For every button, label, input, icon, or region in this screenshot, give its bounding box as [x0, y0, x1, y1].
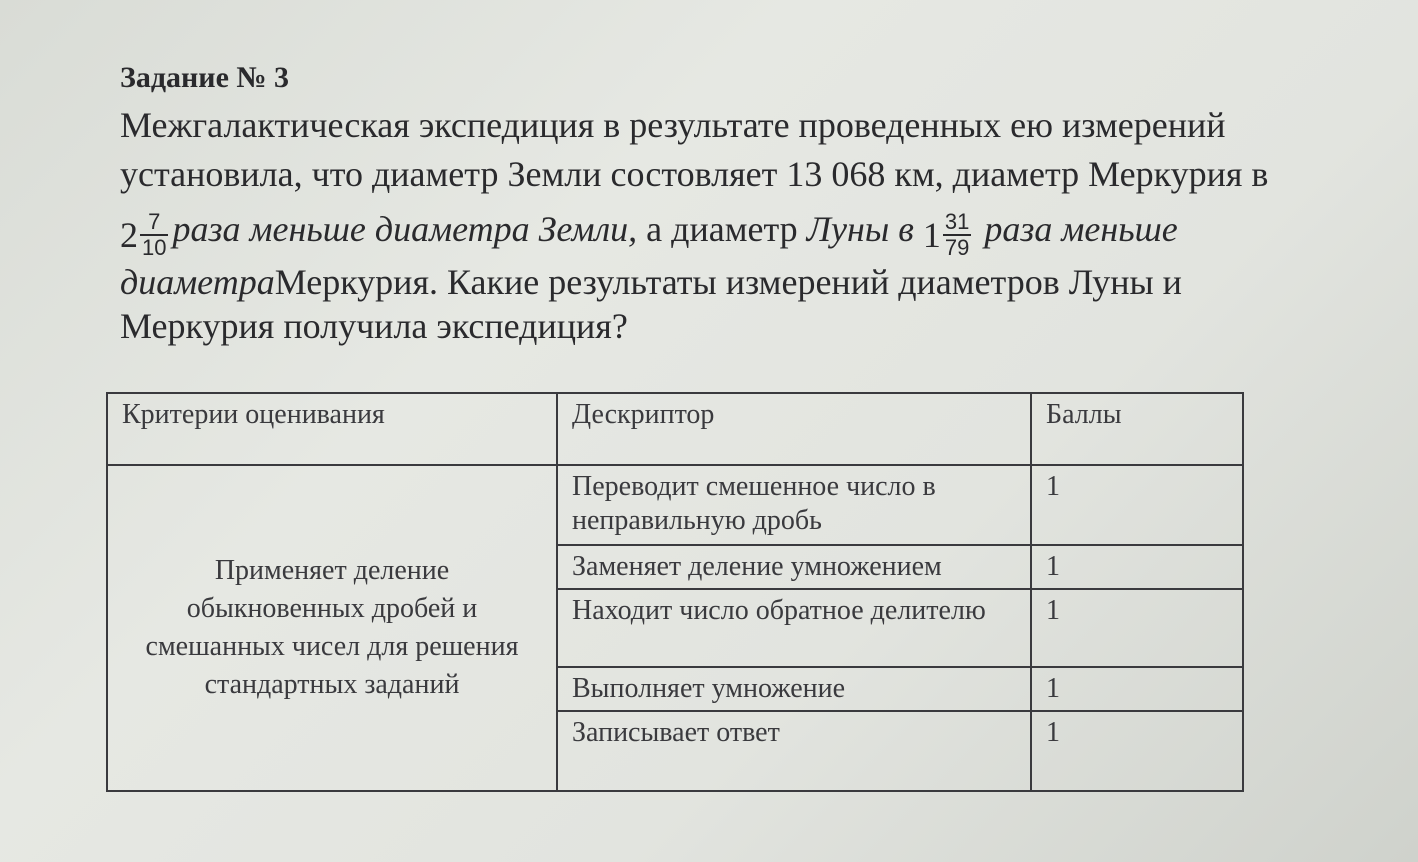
- problem-line-4: [120, 260, 1390, 304]
- mercury-ratio-mixed-number: [120, 200, 172, 266]
- descriptor-cell: Переводит смешенное число в неправильную дробь: [557, 465, 1031, 545]
- problem-line-3-italic-2: Луны в: [806, 209, 914, 249]
- points-cell: 1: [1031, 545, 1243, 589]
- points-cell: 1: [1031, 667, 1243, 711]
- problem-line-5: Меркурия получила экспедиция?: [120, 306, 628, 346]
- descriptor-cell: Находит число обратное делителю: [557, 589, 1031, 667]
- table-header-row: [107, 393, 1243, 465]
- problem-line-3-plain-1: а диаметр: [637, 209, 807, 249]
- descriptor-cell: Выполняет умножение: [557, 667, 1031, 711]
- header-points: Баллы: [1031, 393, 1243, 465]
- mercury-ratio-denominator: 10: [142, 234, 167, 260]
- points-cell: 1: [1031, 465, 1243, 545]
- assessment-criteria-table: [106, 392, 1244, 792]
- problem-line-3-italic-1: раза меньше диаметра Земли,: [172, 209, 638, 249]
- descriptor-cell: Записывает ответ: [557, 711, 1031, 791]
- mercury-ratio-numerator: 7: [140, 210, 168, 236]
- moon-ratio-whole: 1: [922, 214, 941, 255]
- points-cell: 1: [1031, 589, 1243, 667]
- points-cell: 1: [1031, 711, 1243, 791]
- moon-ratio-mixed-number: [923, 200, 975, 266]
- task-title: Задание № 3: [120, 61, 290, 94]
- problem-line-3-italic-3: раза меньше: [984, 209, 1178, 249]
- mercury-ratio-fraction: [140, 210, 168, 260]
- criterion-cell: Применяет деление обыкновенных дробей и смешанных чисел для решения стандартных заданий: [107, 465, 557, 791]
- mercury-ratio-whole: 2: [120, 214, 138, 255]
- problem-line-3: [120, 198, 1390, 260]
- problem-line-1: Межгалактическая экспедиция в результате проведенных ею измерений: [120, 105, 1226, 145]
- problem-line-4-plain: Меркурия. Какие результаты измерений диаметров Луны и: [274, 262, 1182, 302]
- moon-ratio-fraction: [943, 210, 971, 260]
- moon-ratio-numerator: 31: [944, 208, 970, 234]
- problem-line-4-italic: диаметра: [120, 262, 275, 302]
- problem-line-2: установила, что диаметр Земли состовляет 13 068 км, диаметр Меркурия в: [120, 154, 1269, 194]
- table-row: [107, 465, 1243, 545]
- moon-ratio-denominator: 79: [944, 234, 970, 260]
- header-criteria: Критерии оценивания: [107, 393, 557, 465]
- problem-statement: [120, 100, 1390, 348]
- descriptor-cell: Заменяет деление умножением: [557, 545, 1031, 589]
- header-descriptor: Дескриптор: [557, 393, 1031, 465]
